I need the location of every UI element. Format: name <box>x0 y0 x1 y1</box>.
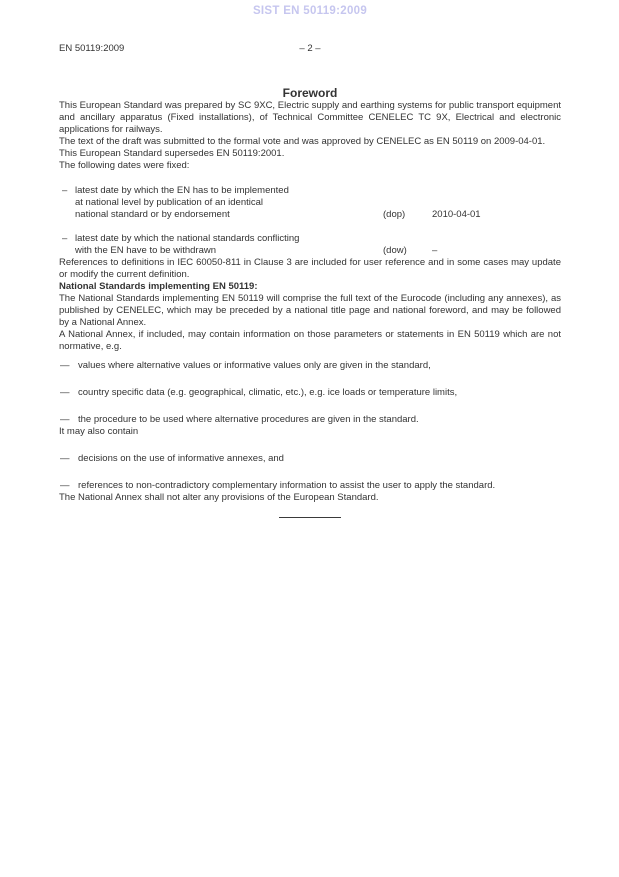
foreword-title: Foreword <box>282 86 338 100</box>
watermark-header: SIST EN 50119:2009 <box>252 5 368 17</box>
paragraph-may-also-contain: It may also contain <box>59 426 139 437</box>
paragraph-prepared-by: This European Standard was prepared by SC 9XC, Electric supply and earthing systems for public transport equipment and ancillary apparatus (Fixed installations), of Technical Committee CENELEC TC 9X, Electrical and electronic applications for railways. <box>59 100 561 135</box>
date-list-item-dop <box>59 185 561 221</box>
doc-reference: EN 50119:2009 <box>59 43 125 54</box>
em-dash-marker: — <box>60 414 70 425</box>
dow-date-value: – <box>432 245 438 256</box>
em-dash-marker: — <box>60 480 70 491</box>
date-item-line: with the EN have to be withdrawn <box>75 245 216 256</box>
date-item-line: latest date by which the national standards conflicting <box>75 233 300 244</box>
em-dash-marker: — <box>60 387 70 398</box>
annex-item-text: the procedure to be used where alternative procedures are given in the standard. <box>78 414 419 425</box>
paragraph-dates-intro: The following dates were fixed: <box>59 160 190 171</box>
annex-list-item <box>59 453 561 465</box>
annex-item-text: country specific data (e.g. geographical, climatic, etc.), e.g. ice loads or temperature limits, <box>78 387 458 398</box>
paragraph-shall-not-alter: The National Annex shall not alter any provisions of the European Standard. <box>59 492 379 503</box>
annex-list-item <box>59 387 561 399</box>
en-dash-marker: – <box>62 185 68 196</box>
paragraph-references-definitions: References to definitions in IEC 60050-811 in Clause 3 are included for user reference and in some cases may update or modify the current definition. <box>59 257 561 280</box>
annex-list-item <box>59 480 561 492</box>
em-dash-marker: — <box>60 360 70 371</box>
date-item-line: at national level by publication of an identical <box>75 197 264 208</box>
annex-item-text: references to non-contradictory complementary information to assist the user to apply the standard. <box>78 480 496 491</box>
annex-list-item <box>59 360 561 372</box>
dop-date-value: 2010-04-01 <box>432 209 481 220</box>
date-item-text <box>75 185 561 221</box>
date-item-line: national standard or by endorsement <box>75 209 230 220</box>
dow-code: (dow) <box>383 245 407 256</box>
date-list-item-dow <box>59 233 561 257</box>
annex-list-item <box>59 414 561 426</box>
date-item-line: latest date by which the EN has to be implemented <box>75 185 289 196</box>
page-number: – 2 – <box>299 43 321 54</box>
date-item-text <box>75 233 561 257</box>
annex-item-text: decisions on the use of informative annexes, and <box>78 453 284 464</box>
page-header <box>59 43 561 55</box>
en-dash-marker: – <box>62 233 68 244</box>
paragraph-formal-vote: The text of the draft was submitted to the formal vote and was approved by CENELEC as EN 50119 on 2009-04-01. <box>59 136 546 147</box>
annex-item-text: values where alternative values or informative values only are given in the standard, <box>78 360 431 371</box>
end-of-text-rule <box>279 517 341 518</box>
em-dash-marker: — <box>60 453 70 464</box>
dop-code: (dop) <box>383 209 406 220</box>
paragraph-national-annex-intro: A National Annex, if included, may contain information on those parameters or statements in EN 50119 which are not normative, e.g. <box>59 329 561 352</box>
national-standards-heading: National Standards implementing EN 50119: <box>59 281 258 292</box>
paragraph-supersedes: This European Standard supersedes EN 50119:2001. <box>59 148 285 159</box>
paragraph-comprise-full-text: The National Standards implementing EN 50119 will comprise the full text of the Eurocode (including any annexes), as published by CENELEC, which may be preceded by a national title page and national foreword, and may be followed by a National Annex. <box>59 293 561 328</box>
